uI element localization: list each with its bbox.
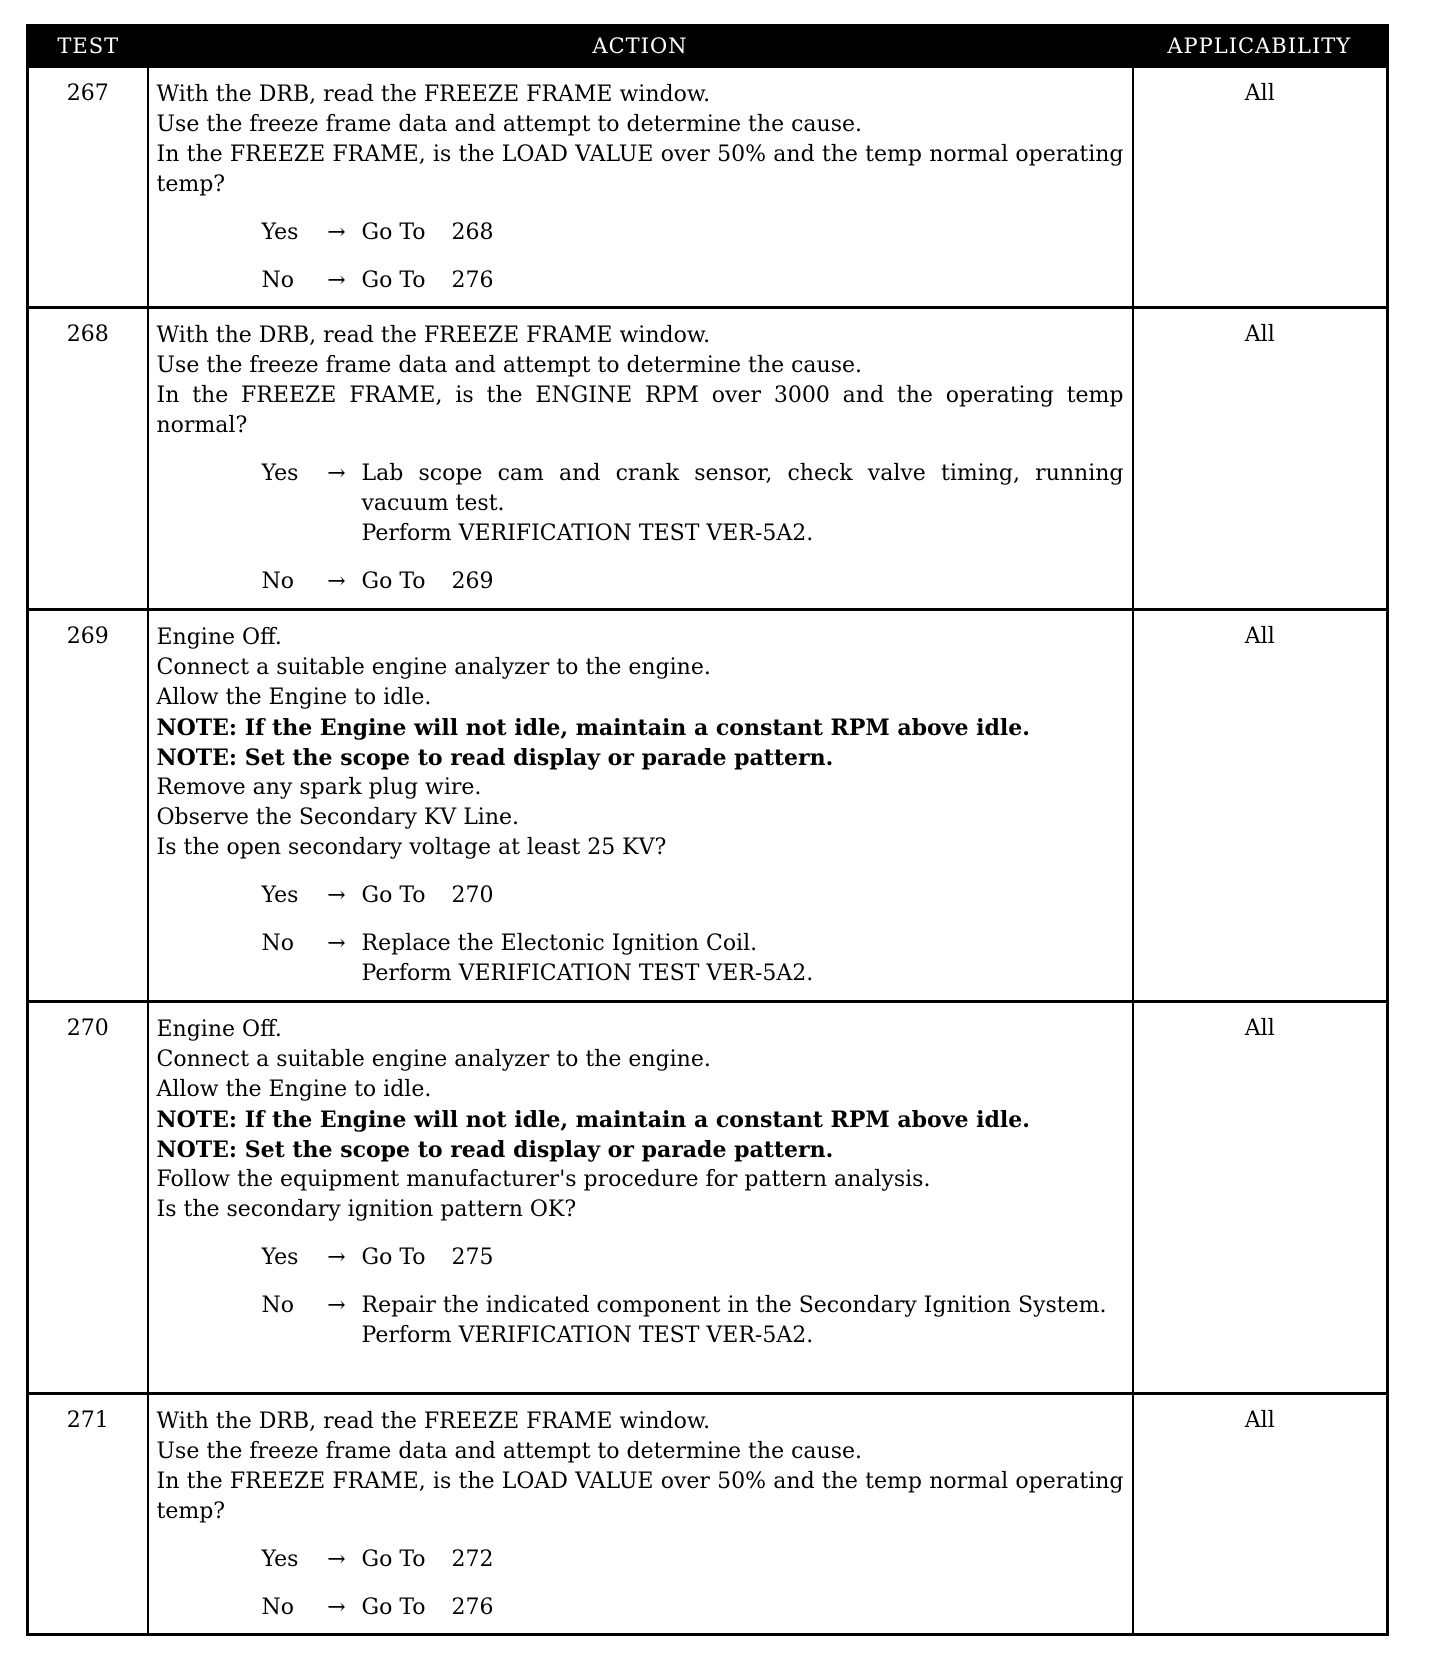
goto-target: 268 xyxy=(451,220,494,245)
goto-target: 272 xyxy=(451,1547,494,1572)
diagnostic-test-table xyxy=(26,24,1389,1636)
action-line: Use the freeze frame data and attempt to determine the cause. xyxy=(156,1439,862,1464)
arrow-right-icon: → xyxy=(327,883,346,908)
action-line: Engine Off. xyxy=(156,625,282,650)
action-cell xyxy=(148,1002,1133,1394)
no-label: No xyxy=(261,268,294,293)
arrow-right-icon: → xyxy=(327,220,346,245)
no-label: No xyxy=(261,931,294,956)
action-line: Use the freeze frame data and attempt to determine the cause. xyxy=(156,353,862,378)
note-line: NOTE: Set the scope to read display or parade pattern. xyxy=(156,745,834,771)
header-test: TEST xyxy=(28,26,148,67)
action-line: Connect a suitable engine analyzer to the engine. xyxy=(156,1047,711,1072)
answer-yes xyxy=(157,459,1124,549)
applicability-value: All xyxy=(1133,308,1388,610)
note-line: NOTE: Set the scope to read display or parade pattern. xyxy=(156,1137,834,1163)
action-line: Connect a suitable engine analyzer to the engine. xyxy=(156,655,711,680)
applicability-value: All xyxy=(1133,1394,1388,1635)
arrow-right-icon: → xyxy=(327,1293,346,1318)
answer-yes xyxy=(157,1243,1124,1273)
action-question: Is the secondary ignition pattern OK? xyxy=(156,1197,577,1222)
arrow-right-icon: → xyxy=(327,1547,346,1572)
arrow-right-icon: → xyxy=(327,1245,346,1270)
action-line: Use the freeze frame data and attempt to determine the cause. xyxy=(156,112,862,137)
yes-label: Yes xyxy=(261,1245,299,1270)
verification-text: Perform VERIFICATION TEST VER-5A2. xyxy=(361,1323,814,1348)
action-cell xyxy=(148,308,1133,610)
goto-target: 269 xyxy=(451,569,494,594)
note-line: NOTE: If the Engine will not idle, maintain a constant RPM above idle. xyxy=(156,715,1030,741)
yes-label: Yes xyxy=(261,461,299,486)
action-line: With the DRB, read the FREEZE FRAME window. xyxy=(156,82,711,107)
action-question: In the FREEZE FRAME, is the LOAD VALUE over 50% and the temp normal operating temp? xyxy=(156,142,1124,197)
action-line: Follow the equipment manufacturer's procedure for pattern analysis. xyxy=(156,1167,931,1192)
answer-text: Lab scope cam and crank sensor, check valve timing, running vacuum test. xyxy=(361,461,1124,516)
table-row xyxy=(28,67,1388,308)
test-number: 267 xyxy=(28,67,148,308)
answer-no xyxy=(157,929,1124,989)
test-number: 269 xyxy=(28,610,148,1002)
header-applicability: APPLICABILITY xyxy=(1133,26,1388,67)
table-row xyxy=(28,1394,1388,1635)
yes-label: Yes xyxy=(261,220,299,245)
action-cell xyxy=(148,1394,1133,1635)
arrow-right-icon: → xyxy=(327,461,346,486)
table-row xyxy=(28,308,1388,610)
no-label: No xyxy=(261,1595,294,1620)
answer-yes xyxy=(157,1545,1124,1575)
answer-no xyxy=(157,266,1124,296)
arrow-right-icon: → xyxy=(327,268,346,293)
verification-text: Perform VERIFICATION TEST VER-5A2. xyxy=(361,961,814,986)
arrow-right-icon: → xyxy=(327,931,346,956)
action-question: Is the open secondary voltage at least 25 KV? xyxy=(156,835,667,860)
answer-yes xyxy=(157,881,1124,911)
test-number: 270 xyxy=(28,1002,148,1394)
goto-target: 275 xyxy=(451,1245,494,1270)
action-line: Remove any spark plug wire. xyxy=(156,775,482,800)
goto-label: Go To xyxy=(361,1595,426,1620)
answer-text: Repair the indicated component in the Secondary Ignition System. xyxy=(361,1293,1107,1318)
goto-label: Go To xyxy=(361,569,426,594)
arrow-right-icon: → xyxy=(327,1595,346,1620)
note-line: NOTE: If the Engine will not idle, maintain a constant RPM above idle. xyxy=(156,1107,1030,1133)
action-cell xyxy=(148,610,1133,1002)
no-label: No xyxy=(261,1293,294,1318)
answer-text: Replace the Electonic Ignition Coil. xyxy=(361,931,758,956)
goto-label: Go To xyxy=(361,268,426,293)
test-number: 271 xyxy=(28,1394,148,1635)
goto-target: 276 xyxy=(451,1595,494,1620)
no-label: No xyxy=(261,569,294,594)
table-row xyxy=(28,1002,1388,1394)
goto-label: Go To xyxy=(361,883,426,908)
goto-target: 276 xyxy=(451,268,494,293)
answer-yes xyxy=(157,218,1124,248)
applicability-value: All xyxy=(1133,67,1388,308)
table-header-row xyxy=(28,26,1388,67)
applicability-value: All xyxy=(1133,610,1388,1002)
action-question: In the FREEZE FRAME, is the LOAD VALUE over 50% and the temp normal operating temp? xyxy=(156,1469,1124,1524)
answer-no xyxy=(157,1291,1124,1351)
header-action: ACTION xyxy=(148,26,1133,67)
arrow-right-icon: → xyxy=(327,569,346,594)
goto-target: 270 xyxy=(451,883,494,908)
goto-label: Go To xyxy=(361,1547,426,1572)
applicability-value: All xyxy=(1133,1002,1388,1394)
table-row xyxy=(28,610,1388,1002)
action-line: With the DRB, read the FREEZE FRAME window. xyxy=(156,1409,711,1434)
action-line: Engine Off. xyxy=(156,1017,282,1042)
action-line: Allow the Engine to idle. xyxy=(156,1077,432,1102)
yes-label: Yes xyxy=(261,883,299,908)
goto-label: Go To xyxy=(361,220,426,245)
action-cell xyxy=(148,67,1133,308)
yes-label: Yes xyxy=(261,1547,299,1572)
test-number: 268 xyxy=(28,308,148,610)
verification-text: Perform VERIFICATION TEST VER-5A2. xyxy=(361,521,814,546)
action-line: Observe the Secondary KV Line. xyxy=(156,805,520,830)
action-line: Allow the Engine to idle. xyxy=(156,685,432,710)
answer-no xyxy=(157,1593,1124,1623)
action-question: In the FREEZE FRAME, is the ENGINE RPM over 3000 and the operating temp normal? xyxy=(156,383,1124,438)
answer-no xyxy=(157,567,1124,597)
goto-label: Go To xyxy=(361,1245,426,1270)
action-line: With the DRB, read the FREEZE FRAME window. xyxy=(156,323,711,348)
